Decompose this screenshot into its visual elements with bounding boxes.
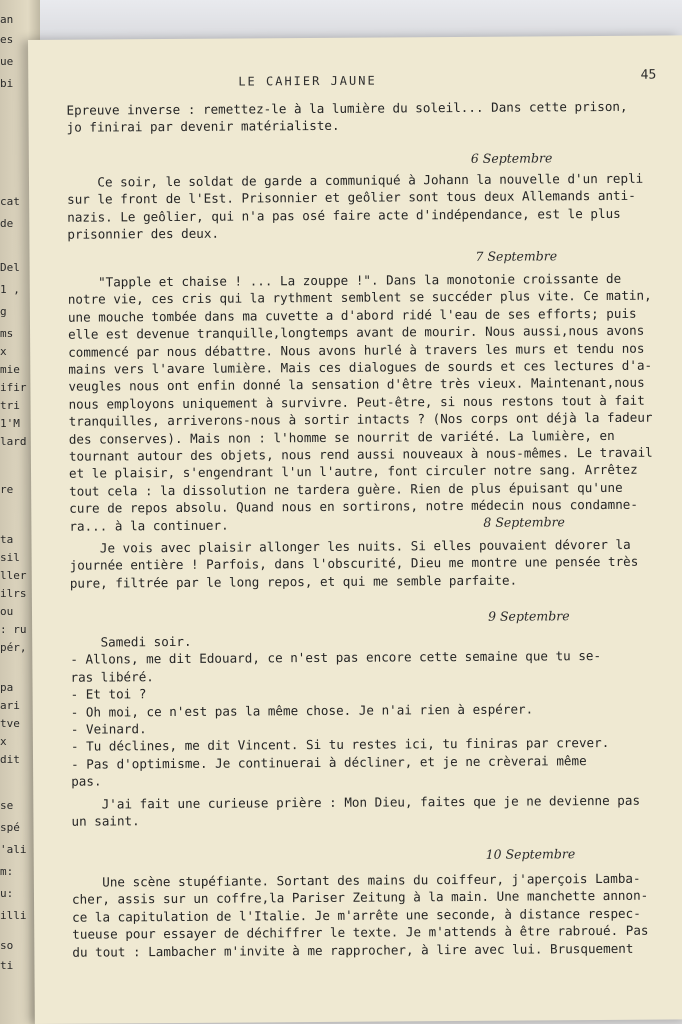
left-fragment: de [0,217,14,230]
date-heading-10: 10 Septembre [485,846,576,862]
left-fragment: ari [0,699,20,712]
left-fragment: ou [0,605,14,618]
paragraph-10-septembre: Une scène stupéfiante. Sortant des mains du coiffeur, j'aperçois Lamba- cher, assis sur un coffre,la Pariser Zeitung à la main. Une manchette annon- ce la capitulation de l'Italie. Je m'arrête une seconde, à distance respec- tueuse pour essayer de déchiffrer le texte. Je m'attends à être rabroué. Pas du tout : Lambacher m'invite à me rapprocher, à lire avec lui. Brusquement [71,870,649,960]
page-number: 45 [640,67,657,83]
left-fragment: pa [0,681,14,694]
paragraph-9-septembre: Samedi soir. - Allons, me dit Edouard, ce n'est pas encore cette semaine que tu se- ras libéré. - Et toi ? - Oh moi, ce n'est pas la même chose. Je n'ai rien à espérer. - Veinard. - Tu déclines, me dit Vincent. Si tu restes ici, tu finiras par crever. - Pas d'optimisme. Je continuerai à décliner, et je ne crèverai même pas. [70,633,610,789]
date-heading-9: 9 Septembre [487,608,570,624]
left-fragment: cat [0,195,20,208]
left-fragment: spé [0,821,20,834]
paragraph-7-septembre: "Tapple et chaise ! ... La zouppe !". Dans la monotonie croissante de notre vie, ces cris qui la rythment semblent se succéder plus vite. Ce matin, une mouche tombée dans ma cuvette a d'abord ridé l'eau de ses efforts; puis elle est devenue tranquille,longtemps avant de mourir. Nous aussi,nous avons commencé par nous débattre. Nous avons hurlé à travers les murs et tendu nos mains vers l'avare lumière. Mais ces dialogues de sourds et ces lectures d'a- veugles nous ont enfin donné la sensation d'être très vieux. Maintenant,nous nous employons uniquement à survivre. Peut-être, si nous restons tout à fait tranquilles, arriverons-nous à sortir intacts ? (Nos corps ont déjà la fadeur des conserves). Mais non : l'homme se nourrit de variété. La lumière, en tournant autour des objets, nous rend aussi nouveaux à nous-mêmes. Le travail et le plaisir, s'engendrant l'un l'autre, font circuler notre sang. Arrêtez tout cela : la dissolution ne tardera guère. Rien de plus épuisant qu'une cure de repos absolu. Quand nous en sortirons, notre médecin nous condamne- ra... à la continuer. [67,270,653,534]
left-fragment: m: [0,865,14,878]
paragraph-8-septembre: Je vois avec plaisir allonger les nuits. Si elles pouvaient dévorer la journée entière ! Parfois, dans l'obscurité, Dieu me montre une pensée très pure, filtrée par le long repos, et qui me semble parfaite. [69,536,639,591]
left-fragment: sil [0,551,20,564]
left-fragment: mie [0,363,20,376]
left-fragment: re [0,483,14,496]
left-fragment: Del [0,261,20,274]
date-heading-6: 6 Septembre [470,150,553,166]
left-fragment: bi [0,77,14,90]
left-fragment: tve [0,717,20,730]
left-fragment: x [0,735,7,748]
left-fragment: 'ali [0,843,27,856]
book-page [28,35,682,1024]
left-fragment: ue [0,55,14,68]
left-fragment: lard [0,435,27,448]
paragraph-6-septembre: Ce soir, le soldat de garde a communiqué à Johann la nouvelle d'un repli sur le front de l'Est. Prisonnier et geôlier sont tous deux Allemands anti- nazis. Le geôlier, qui n'a pas osé faire acte d'indépendance, est le plus prisonnier des deux. [66,170,644,242]
left-fragment: an [0,13,14,26]
left-fragment: tri [0,399,20,412]
left-fragment: 1'M [0,417,20,430]
left-fragment: dit [0,753,20,766]
left-fragment: so [0,939,14,952]
left-fragment: ms [0,327,14,340]
left-fragment: : ru [0,623,27,636]
left-fragment: g [0,305,7,318]
left-fragment: se [0,799,14,812]
left-fragment: pér, [0,641,27,654]
paragraph-epreuve: Epreuve inverse : remettez-le à la lumière du soleil... Dans cette prison, jo finirai par devenir matérialiste. [66,98,628,136]
date-heading-8: 8 Septembre [483,514,565,530]
paragraph-priere: J'ai fait une curieuse prière : Mon Dieu, faites que je ne devienne pas un saint. [71,792,641,830]
left-fragment: ller [0,569,27,582]
left-fragment: illi [0,909,27,922]
left-fragment: x [0,345,7,358]
left-fragment: ifir [0,381,27,394]
date-heading-7: 7 Septembre [475,248,558,264]
running-header: LE CAHIER JAUNE [238,73,377,89]
left-fragment: ti [0,959,14,972]
left-fragment: ilrs [0,587,27,600]
left-fragment: es [0,33,14,46]
left-fragment: u: [0,887,14,900]
left-fragment: 1 , [0,283,20,296]
left-fragment: ta [0,533,14,546]
